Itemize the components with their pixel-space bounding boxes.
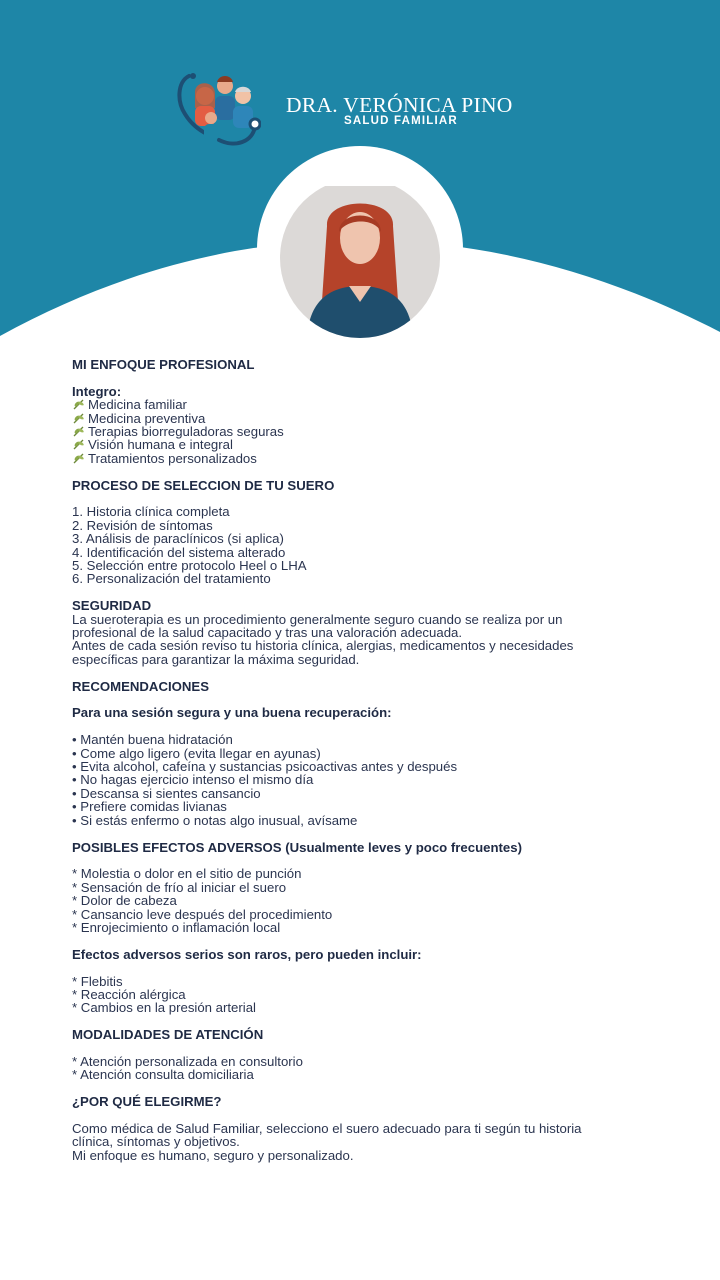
leaf-icon <box>72 426 86 437</box>
list-item: 1. Historia clínica completa <box>72 504 230 520</box>
list-item: 4. Identificación del sistema alterado <box>72 544 286 560</box>
leaf-icon <box>72 399 86 410</box>
doctor-portrait-photo <box>277 186 443 338</box>
leaf-icon <box>72 453 86 464</box>
paragraph-line: Como médica de Salud Familiar, selecciono el suero adecuado para ti según tu historia <box>72 1120 582 1136</box>
list-item-label: Medicina preventiva <box>88 410 206 426</box>
paragraph-line: profesional de la salud capacitado y tras una valoración adecuada. <box>72 625 463 641</box>
list-item-label: Medicina familiar <box>88 397 187 413</box>
section-title-seguridad: SEGURIDAD <box>72 598 152 614</box>
list-item: • Prefiere comidas livianas <box>72 799 227 815</box>
list-item <box>72 398 672 411</box>
list-item: * Flebitis <box>72 973 123 989</box>
list-item: * Reacción alérgica <box>72 986 186 1002</box>
list-item <box>72 438 672 451</box>
list-item: 5. Selección entre protocolo Heel o LHA <box>72 558 307 574</box>
brand-name: DRA. VERÓNICA PINO <box>286 93 513 117</box>
section-title-modalidades: MODALIDADES DE ATENCIÓN <box>72 1027 264 1043</box>
leaf-icon <box>72 413 86 424</box>
leaf-icon <box>72 439 86 450</box>
section-title-enfoque: MI ENFOQUE PROFESIONAL <box>72 357 255 372</box>
content <box>72 358 672 1162</box>
section-title-efectos: POSIBLES EFECTOS ADVERSOS (Usualmente leves y poco frecuentes) <box>72 839 522 855</box>
list-item <box>72 425 672 438</box>
section-title-recomendaciones: RECOMENDACIONES <box>72 678 210 694</box>
list-item: * Atención consulta domiciliaria <box>72 1067 254 1083</box>
list-item: • Come algo ligero (evita llegar en ayunas) <box>72 745 321 761</box>
integro-label: Integro: <box>72 383 122 399</box>
brand-subtitle: SALUD FAMILIAR <box>344 115 458 127</box>
list-item-label: Visión humana e integral <box>88 437 233 453</box>
paragraph-line: La sueroterapia es un procedimiento generalmente seguro cuando se realiza por un <box>72 611 563 627</box>
list-item: • Descansa si sientes cansancio <box>72 785 261 801</box>
recomendaciones-subtitle: Para una sesión segura y una buena recuperación: <box>72 705 392 721</box>
list-item: * Enrojecimiento o inflamación local <box>72 919 281 935</box>
paragraph-line: específicas para garantizar la máxima seguridad. <box>72 651 360 667</box>
paragraph-line: Antes de cada sesión reviso tu historia clínica, alergias, medicamentos y necesidades <box>72 638 574 654</box>
list-item: * Cansancio leve después del procedimiento <box>72 906 333 922</box>
section-title-proceso: PROCESO DE SELECCION DE TU SUERO <box>72 477 335 493</box>
list-item: • Mantén buena hidratación <box>72 732 233 748</box>
list-item <box>72 412 672 425</box>
list-item: 3. Análisis de paraclínicos (si aplica) <box>72 531 284 547</box>
list-item: * Atención personalizada en consultorio <box>72 1053 303 1069</box>
efectos-serios-title: Efectos adversos serios son raros, pero pueden incluir: <box>72 946 422 962</box>
list-item <box>72 452 672 465</box>
list-item: 6. Personalización del tratamiento <box>72 571 271 587</box>
list-item: * Molestia o dolor en el sitio de punción <box>72 866 302 882</box>
paragraph-line: clínica, síntomas y objetivos. <box>72 1134 240 1150</box>
list-item: • No hagas ejercicio intenso el mismo día <box>72 772 314 788</box>
list-item: * Sensación de frío al iniciar el suero <box>72 879 287 895</box>
list-item-label: Terapias biorreguladoras seguras <box>88 424 284 440</box>
list-item: 2. Revisión de síntomas <box>72 517 213 533</box>
section-title-porque: ¿POR QUÉ ELEGIRME? <box>72 1094 222 1110</box>
paragraph-line: Mi enfoque es humano, seguro y personalizado. <box>72 1147 354 1163</box>
list-item-label: Tratamientos personalizados <box>88 450 257 466</box>
list-item: * Cambios en la presión arterial <box>72 1000 256 1016</box>
list-item: • Si estás enfermo o notas algo inusual, avísame <box>72 812 358 828</box>
list-item: • Evita alcohol, cafeína y sustancias psicoactivas antes y después <box>72 759 458 775</box>
family-stethoscope-logo-icon <box>175 68 261 150</box>
list-item: * Dolor de cabeza <box>72 893 177 909</box>
